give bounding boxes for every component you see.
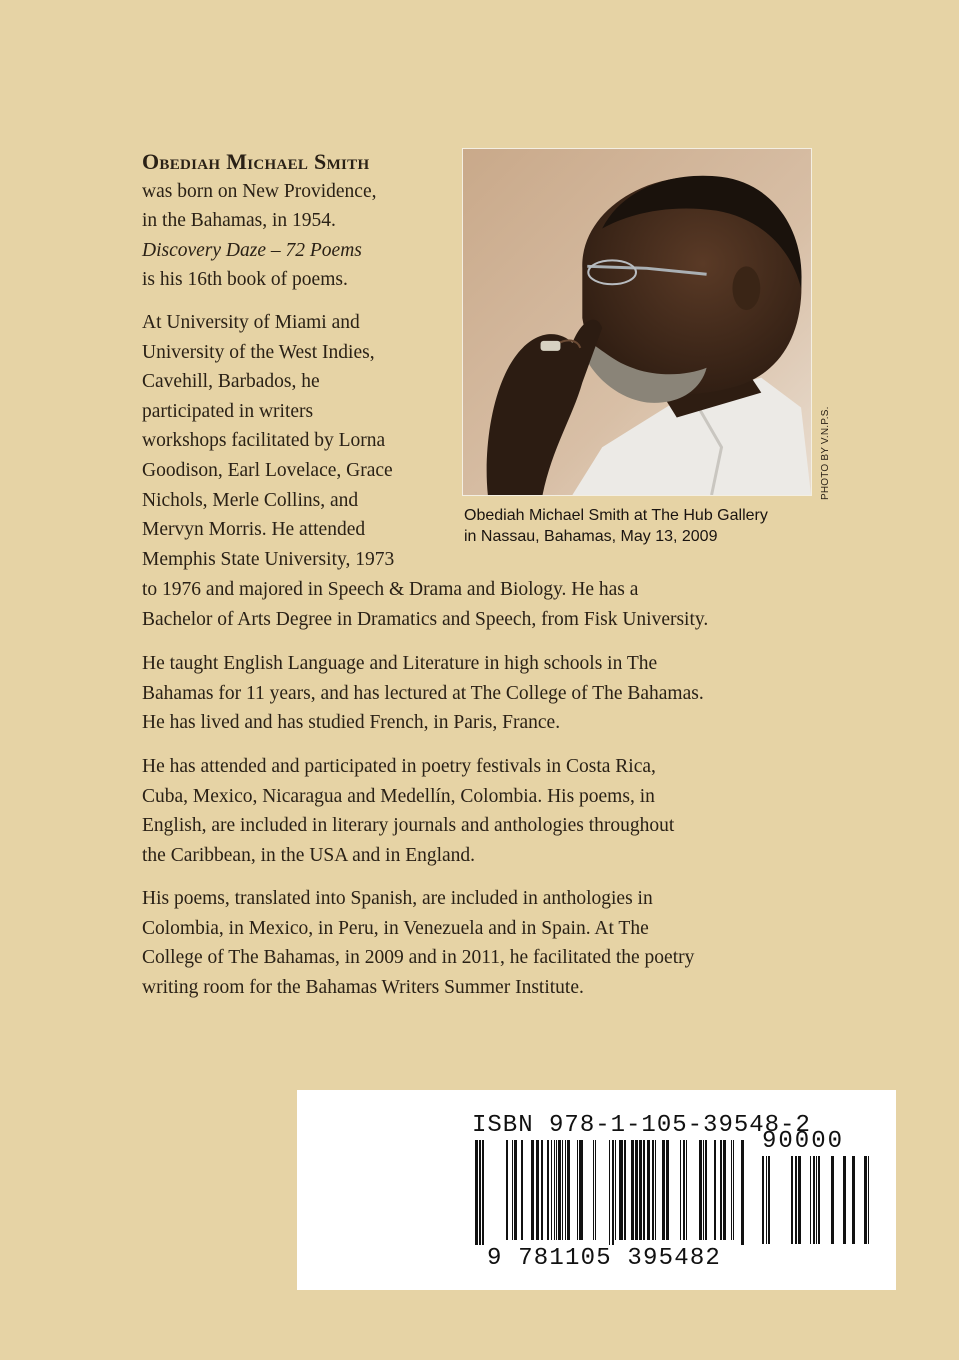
bio-paragraph-education-continued xyxy=(142,575,822,634)
bio-line: Nichols, Merle Collins, and xyxy=(142,489,359,511)
intro-line: in the Bahamas, in 1954. xyxy=(142,210,336,232)
barcode-bar xyxy=(595,1140,596,1240)
author-photo xyxy=(462,148,812,496)
bio-line: He has lived and has studied French, in Paris, France. xyxy=(142,712,561,734)
bio-line: Cuba, Mexico, Nicaragua and Medellín, Colombia. His poems, in xyxy=(142,785,655,807)
barcode-bar xyxy=(852,1156,855,1244)
barcode-bar xyxy=(699,1140,702,1240)
barcode-bar xyxy=(818,1156,820,1244)
bio-line: Bachelor of Arts Degree in Dramatics and Speech, from Fisk University. xyxy=(142,608,709,630)
barcode-bar xyxy=(531,1140,534,1240)
barcode-bar xyxy=(562,1140,563,1240)
barcode-bar xyxy=(816,1156,817,1244)
bio-line: workshops facilitated by Lorna xyxy=(142,430,386,452)
bio-line: English, are included in literary journals and anthologies throughout xyxy=(142,815,675,837)
bio-line: His poems, translated into Spanish, are included in anthologies in xyxy=(142,888,653,909)
price-addon-barcode-bars xyxy=(762,1156,872,1244)
barcode-bar xyxy=(609,1140,610,1245)
caption-line: Obediah Michael Smith at The Hub Gallery xyxy=(464,507,768,524)
barcode-bar xyxy=(612,1140,614,1245)
barcode-bar xyxy=(647,1140,650,1240)
photo-credit: PHOTO BY V.N.P.S. xyxy=(820,406,831,500)
barcode-bar xyxy=(643,1140,645,1240)
author-name: Obediah Michael Smith xyxy=(142,149,370,174)
barcode-bar xyxy=(795,1156,797,1244)
barcode-bar xyxy=(798,1156,801,1244)
caption-line: in Nassau, Bahamas, May 13, 2009 xyxy=(464,528,718,545)
barcode-bar xyxy=(723,1140,726,1240)
barcode-bar xyxy=(731,1140,732,1240)
isbn-barcode-bars xyxy=(475,1140,747,1245)
bio-line: He taught English Language and Literature in high schools in The xyxy=(142,653,658,674)
bio-line: the Caribbean, in the USA and in England. xyxy=(142,844,476,866)
book-count-line: is his 16th book of poems. xyxy=(142,269,348,291)
barcode-bar xyxy=(551,1140,552,1240)
isbn-label: ISBN 978-1-105-39548-2 xyxy=(472,1112,811,1139)
barcode-bar xyxy=(762,1156,764,1244)
barcode-bar xyxy=(843,1156,846,1244)
barcode-bar xyxy=(741,1140,744,1245)
barcode-bar xyxy=(619,1140,623,1240)
barcode-bar xyxy=(482,1140,484,1245)
barcode-bar xyxy=(683,1140,685,1240)
barcode-bar xyxy=(521,1140,523,1240)
photo-caption xyxy=(464,505,844,547)
barcode-bar xyxy=(558,1140,561,1240)
barcode-bar xyxy=(868,1156,869,1244)
barcode-bar xyxy=(624,1140,626,1240)
barcode-bar xyxy=(479,1140,481,1245)
barcode-bar xyxy=(577,1140,578,1240)
barcode-bar xyxy=(639,1140,642,1240)
barcode-bar xyxy=(631,1140,634,1240)
bio-line: He has attended and participated in poetry festivals in Costa Rica, xyxy=(142,756,656,777)
barcode-bar xyxy=(720,1140,722,1240)
author-intro xyxy=(142,147,452,295)
barcode-bar xyxy=(506,1140,508,1240)
barcode-bar xyxy=(831,1156,834,1244)
bio-line: Bahamas for 11 years, and has lectured at The College of The Bahamas. xyxy=(142,682,704,704)
bio-line: At University of Miami and xyxy=(142,312,360,333)
barcode-bar xyxy=(514,1140,517,1240)
barcode-bar xyxy=(565,1140,566,1240)
barcode-bar xyxy=(810,1156,811,1244)
barcode-bar xyxy=(579,1140,583,1240)
barcode-bar xyxy=(813,1156,815,1244)
barcode-bar xyxy=(705,1140,707,1240)
bio-line: participated in writers xyxy=(142,400,314,422)
bio-line: Memphis State University, 1973 xyxy=(142,548,395,570)
barcode-bar xyxy=(556,1140,557,1240)
book-title: Discovery Daze – 72 Poems xyxy=(142,239,362,261)
barcode-bar xyxy=(593,1140,594,1240)
bio-paragraph-education xyxy=(142,308,442,574)
barcode-bar xyxy=(666,1140,669,1240)
barcode-bar xyxy=(768,1156,770,1244)
barcode-bar xyxy=(686,1140,687,1240)
barcode-bar xyxy=(512,1140,513,1240)
bio-paragraph-translations xyxy=(142,884,832,1002)
barcode-bar xyxy=(864,1156,867,1244)
barcode-bar xyxy=(541,1140,543,1240)
barcode-bar xyxy=(791,1156,793,1244)
barcode-bar xyxy=(733,1140,734,1240)
bio-line: Mervyn Morris. He attended xyxy=(142,519,366,541)
price-addon-digits: 90000 xyxy=(762,1128,845,1155)
bio-line: Cavehill, Barbados, he xyxy=(142,371,320,393)
bio-line: writing room for the Bahamas Writers Summer Institute. xyxy=(142,976,584,998)
ean-digits: 9 781105 395482 xyxy=(487,1245,722,1272)
bio-line: to 1976 and majored in Speech & Drama and Biology. He has a xyxy=(142,579,639,600)
barcode-bar xyxy=(655,1140,656,1240)
bio-paragraph-teaching xyxy=(142,649,832,738)
barcode-bar xyxy=(615,1140,616,1240)
intro-line: was born on New Providence, xyxy=(142,180,377,202)
barcode-bar xyxy=(554,1140,555,1240)
barcode-bar xyxy=(536,1140,539,1240)
barcode-bar xyxy=(475,1140,478,1245)
barcode-panel xyxy=(297,1090,896,1290)
barcode-bar xyxy=(714,1140,716,1240)
bio-paragraph-festivals xyxy=(142,752,832,870)
author-portrait-illustration xyxy=(463,149,811,495)
bio-line: Goodison, Earl Lovelace, Grace xyxy=(142,459,393,481)
barcode-bar xyxy=(635,1140,638,1240)
barcode-bar xyxy=(766,1156,767,1244)
bio-line: College of The Bahamas, in 2009 and in 2011, he facilitated the poetry xyxy=(142,947,695,969)
barcode-bar xyxy=(703,1140,704,1240)
barcode-bar xyxy=(567,1140,570,1240)
barcode-bar xyxy=(680,1140,681,1240)
barcode-bar xyxy=(652,1140,654,1240)
bio-line: Colombia, in Mexico, in Peru, in Venezuela and in Spain. At The xyxy=(142,917,649,939)
barcode-bar xyxy=(662,1140,665,1240)
bio-line: University of the West Indies, xyxy=(142,341,375,363)
barcode-bar xyxy=(547,1140,549,1240)
